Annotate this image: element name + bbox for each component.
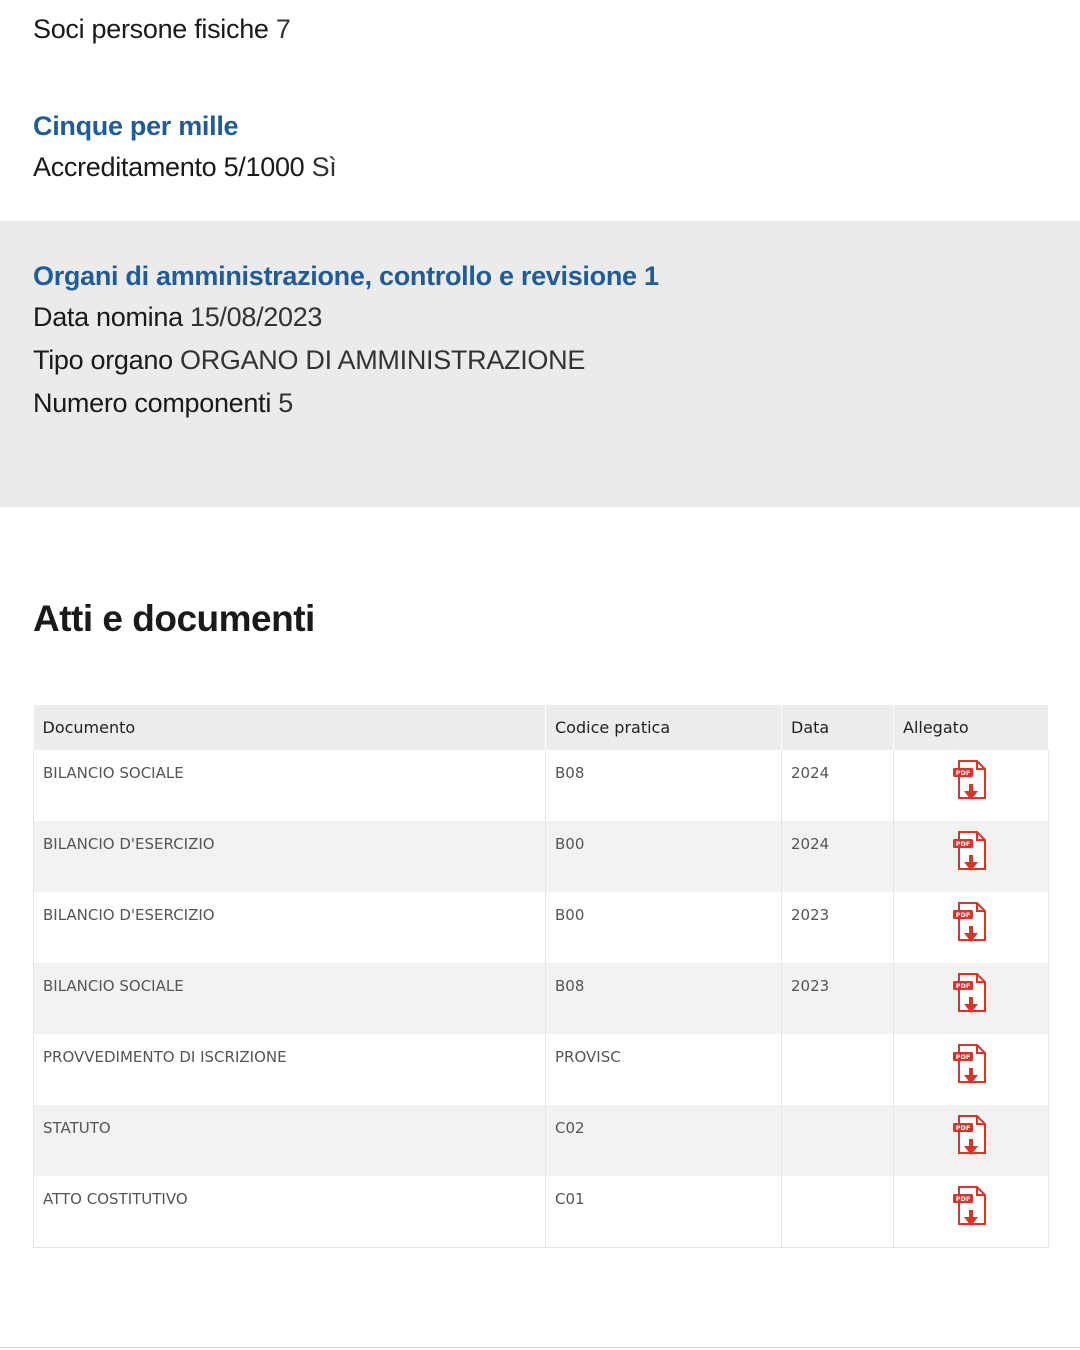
column-header-data: Data [782,705,894,750]
field-label: Soci persone fisiche [33,14,269,44]
section-title: Organi di amministrazione, controllo e revisione 1 [33,261,659,291]
cell-documento: ATTO COSTITUTIVO [34,1176,546,1247]
svg-text:PDF: PDF [955,1195,971,1203]
cell-codice: PROVISC [546,1034,782,1105]
cell-data: 2023 [782,963,894,1034]
svg-text:PDF: PDF [955,769,971,777]
organi-section [0,221,1080,507]
divider [0,1347,1080,1348]
table-row [34,1176,1049,1247]
section-title: Cinque per mille [33,111,239,141]
cell-codice: B00 [546,821,782,892]
pdf-download-icon[interactable] [950,971,992,1017]
svg-text:PDF: PDF [955,1124,971,1132]
pdf-download-icon[interactable] [950,829,992,875]
field-value: 15/08/2023 [190,302,323,332]
svg-text:PDF: PDF [955,1053,971,1061]
table-row [34,1034,1049,1105]
cell-allegato [894,963,1049,1034]
field-label: Tipo organo [33,345,173,375]
cell-data [782,1176,894,1247]
field-value: Sì [311,152,337,182]
cell-data [782,1034,894,1105]
svg-text:PDF: PDF [955,911,971,919]
table-row [34,821,1049,892]
field-value: ORGANO DI AMMINISTRAZIONE [180,345,586,375]
cell-allegato [894,821,1049,892]
svg-text:PDF: PDF [955,840,971,848]
field-label: Accreditamento 5/1000 [33,152,305,182]
pdf-download-icon[interactable] [950,1042,992,1088]
cell-codice: B00 [546,892,782,963]
cell-data: 2024 [782,750,894,821]
soci-section [0,8,1080,51]
table-row [34,892,1049,963]
pdf-download-icon[interactable] [950,758,992,804]
svg-text:PDF: PDF [955,982,971,990]
cell-allegato [894,750,1049,821]
field-label: Numero componenti [33,388,272,418]
cell-allegato [894,1105,1049,1176]
cinque-per-mille-section [0,106,1080,189]
cell-data: 2024 [782,821,894,892]
cell-documento: BILANCIO D'ESERCIZIO [34,892,546,963]
cell-allegato [894,1176,1049,1247]
numero-componenti-row [33,382,1047,425]
table-row [34,750,1049,821]
cell-documento: STATUTO [34,1105,546,1176]
field-value: 7 [275,14,291,44]
cell-documento: BILANCIO D'ESERCIZIO [34,821,546,892]
cell-allegato [894,892,1049,963]
tipo-organo-row [33,339,1047,382]
accreditamento-row [33,146,1080,189]
table-header-row [34,705,1049,750]
pdf-download-icon[interactable] [950,1184,992,1230]
cell-codice: C01 [546,1176,782,1247]
field-value: 5 [278,388,293,418]
field-label: Data nomina [33,302,183,332]
cell-documento: BILANCIO SOCIALE [34,750,546,821]
cell-data: 2023 [782,892,894,963]
soci-persone-fisiche-row [33,8,1080,51]
table-body [34,750,1049,1247]
cell-codice: B08 [546,750,782,821]
cell-documento: BILANCIO SOCIALE [34,963,546,1034]
documents-table [33,705,1049,1248]
table-row [34,963,1049,1034]
cell-data [782,1105,894,1176]
column-header-allegato: Allegato [894,705,1049,750]
column-header-codice-pratica: Codice pratica [546,705,782,750]
cell-allegato [894,1034,1049,1105]
data-nomina-row [33,296,1047,339]
pdf-download-icon[interactable] [950,1113,992,1159]
table-row [34,1105,1049,1176]
cell-codice: B08 [546,963,782,1034]
cell-codice: C02 [546,1105,782,1176]
atti-documenti-heading: Atti e documenti [33,598,315,639]
pdf-download-icon[interactable] [950,900,992,946]
column-header-documento: Documento [34,705,546,750]
cell-documento: PROVVEDIMENTO DI ISCRIZIONE [34,1034,546,1105]
